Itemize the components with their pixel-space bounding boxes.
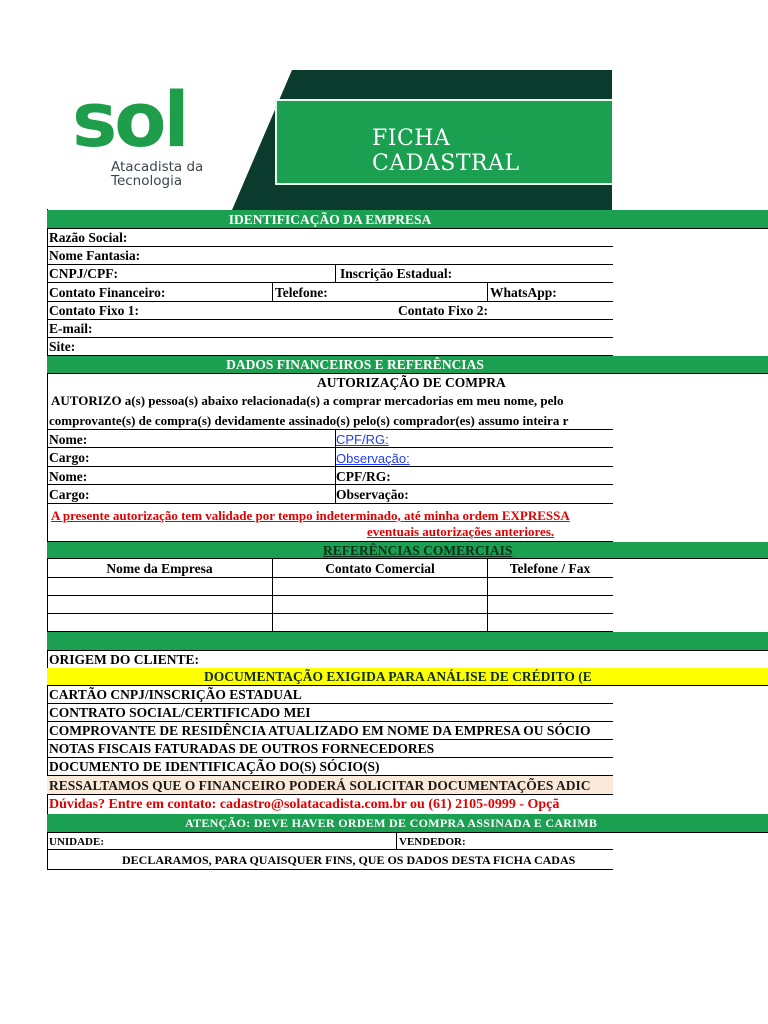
cpf-2-label: CPF/RG:	[336, 469, 391, 484]
nome-fantasia-field[interactable]	[47, 247, 613, 265]
references-row-1[interactable]	[47, 578, 613, 596]
cargo-2-label: Cargo:	[49, 487, 90, 502]
section-company-title: IDENTIFICAÇÃO DA EMPRESA	[228, 212, 432, 227]
references-row-3[interactable]	[47, 614, 613, 632]
section-company-header	[47, 210, 768, 229]
contato-fixo-2-label: Contato Fixo 2:	[398, 303, 488, 318]
nome-2-label: Nome:	[49, 469, 88, 484]
contato-financeiro-label: Contato Financeiro:	[49, 285, 166, 300]
cell-divider	[487, 596, 488, 614]
auth-text-row-2	[47, 410, 613, 430]
attention-banner	[47, 814, 768, 833]
cell-divider	[272, 596, 273, 614]
razao-social-field[interactable]	[47, 229, 613, 247]
email-field[interactable]	[47, 320, 613, 338]
cell-divider	[335, 265, 336, 283]
doc-item-label: CARTÃO CNPJ/INSCRIÇÃO ESTADUAL	[49, 687, 302, 702]
references-row-2[interactable]	[47, 596, 613, 614]
cell-divider	[487, 614, 488, 632]
auth-title-row	[47, 374, 613, 392]
col-telefone-fax: Telefone / Fax	[509, 561, 591, 576]
declaration-text: DECLARAMOS, PARA QUAISQUER FINS, QUE OS DADOS DESTA FICHA CADAS	[122, 853, 576, 867]
email-label: E-mail:	[49, 321, 93, 336]
section-documents-header	[47, 668, 768, 686]
site-label: Site:	[49, 339, 76, 354]
auth-title: AUTORIZAÇÃO DE COMPRA	[317, 375, 506, 390]
vendedor-label: VENDEDOR:	[399, 836, 466, 848]
references-header-row	[47, 559, 613, 578]
telefone-label: Telefone:	[275, 285, 328, 300]
auth-text-1: AUTORIZO a(s) pessoa(s) abaixo relacionada(s) a comprar mercadorias em meu nome, pelo	[51, 393, 564, 408]
inscricao-label: Inscrição Estadual:	[340, 266, 453, 281]
section-documents-title: DOCUMENTAÇÃO EXIGIDA PARA ANÁLISE DE CRÉDITO (E	[204, 669, 592, 684]
section-financial-title: DADOS FINANCEIROS E REFERÊNCIAS	[226, 357, 484, 372]
logo-subtitle-line-2: Tecnologia	[111, 173, 183, 189]
doc-item	[47, 722, 613, 740]
cell-divider	[272, 283, 273, 302]
obs-1-link[interactable]: Observação:	[336, 451, 410, 466]
doc-item-label: NOTAS FISCAIS FATURADAS DE OUTROS FORNECEDORES	[49, 741, 435, 756]
unidade-label: UNIDADE:	[49, 836, 104, 848]
doc-item	[47, 740, 613, 758]
cell-divider	[272, 578, 273, 596]
origem-row[interactable]	[47, 651, 613, 668]
contato-fixo-row	[47, 302, 613, 320]
declaration-row	[47, 850, 613, 870]
attention-text: ATENÇÃO: DEVE HAVER ORDEM DE COMPRA ASSINADA E CARIMB	[185, 816, 598, 830]
section-references-title: REFERÊNCIAS COMERCIAIS	[323, 543, 513, 558]
unidade-vendedor-row	[47, 833, 613, 850]
col-contato-comercial: Contato Comercial	[325, 561, 435, 576]
razao-social-label: Razão Social:	[49, 230, 128, 245]
contact-row	[47, 795, 613, 814]
doc-item-label: DOCUMENTO DE IDENTIFICAÇÃO DO(S) SÓCIO(S)	[49, 759, 380, 774]
registration-form	[47, 209, 768, 870]
validity-text-2: eventuais autorizações anteriores.	[367, 524, 555, 539]
doc-item	[47, 758, 613, 776]
logo-subtitle	[111, 160, 203, 188]
cnpj-row	[47, 265, 613, 283]
financial-notice-text: RESSALTAMOS QUE O FINANCEIRO PODERÁ SOLICITAR DOCUMENTAÇÕES ADIC	[49, 778, 591, 793]
col-nome-empresa: Nome da Empresa	[106, 561, 213, 576]
contact-text: Dúvidas? Entre em contato: cadastro@solatacadista.com.br ou (61) 2105-0999 - Opçã	[49, 797, 560, 812]
logo-subtitle-line-1: Atacadista da	[111, 159, 204, 175]
validity-notice	[47, 504, 613, 542]
section-financial-header	[47, 356, 768, 374]
page-title: FICHA CADASTRAL	[372, 126, 520, 176]
origem-label: ORIGEM DO CLIENTE:	[49, 652, 200, 667]
contato-financeiro-row	[47, 283, 613, 302]
logo-text: sol	[72, 75, 187, 164]
nome-fantasia-label: Nome Fantasia:	[49, 248, 141, 263]
authorized-1-name-row	[47, 430, 613, 448]
cnpj-label: CNPJ/CPF:	[49, 266, 118, 281]
contato-fixo-1-label: Contato Fixo 1:	[49, 303, 139, 318]
site-field[interactable]	[47, 338, 613, 356]
authorized-2-cargo-row	[47, 485, 613, 504]
cell-divider	[487, 283, 488, 302]
validity-text-1: A presente autorização tem validade por tempo indeterminado, até minha ordem EXPRESSA	[51, 508, 570, 523]
doc-item	[47, 686, 613, 704]
doc-item-label: COMPROVANTE DE RESIDÊNCIA ATUALIZADO EM NOME DA EMPRESA OU SÓCIO	[49, 723, 591, 738]
cell-divider	[487, 578, 488, 596]
nome-1-label: Nome:	[49, 432, 88, 447]
authorized-1-cargo-row	[47, 448, 613, 467]
auth-text-2: comprovante(s) de compra(s) devidamente assinado(s) pelo(s) comprador(es) assumo inteira r	[49, 413, 569, 428]
obs-2-label: Observação:	[336, 487, 409, 502]
cpf-1-link[interactable]: CPF/RG:	[336, 432, 389, 447]
doc-item	[47, 704, 613, 722]
cell-divider	[396, 833, 397, 850]
authorized-2-name-row	[47, 467, 613, 485]
whatsapp-label: WhatsApp:	[490, 285, 557, 300]
section-separator	[47, 632, 768, 651]
section-references-header	[47, 542, 768, 559]
cell-divider	[272, 614, 273, 632]
financial-notice	[47, 776, 613, 795]
auth-text-row-1	[47, 392, 613, 410]
doc-item-label: CONTRATO SOCIAL/CERTIFICADO MEI	[49, 705, 311, 720]
cargo-1-label: Cargo:	[49, 450, 90, 465]
